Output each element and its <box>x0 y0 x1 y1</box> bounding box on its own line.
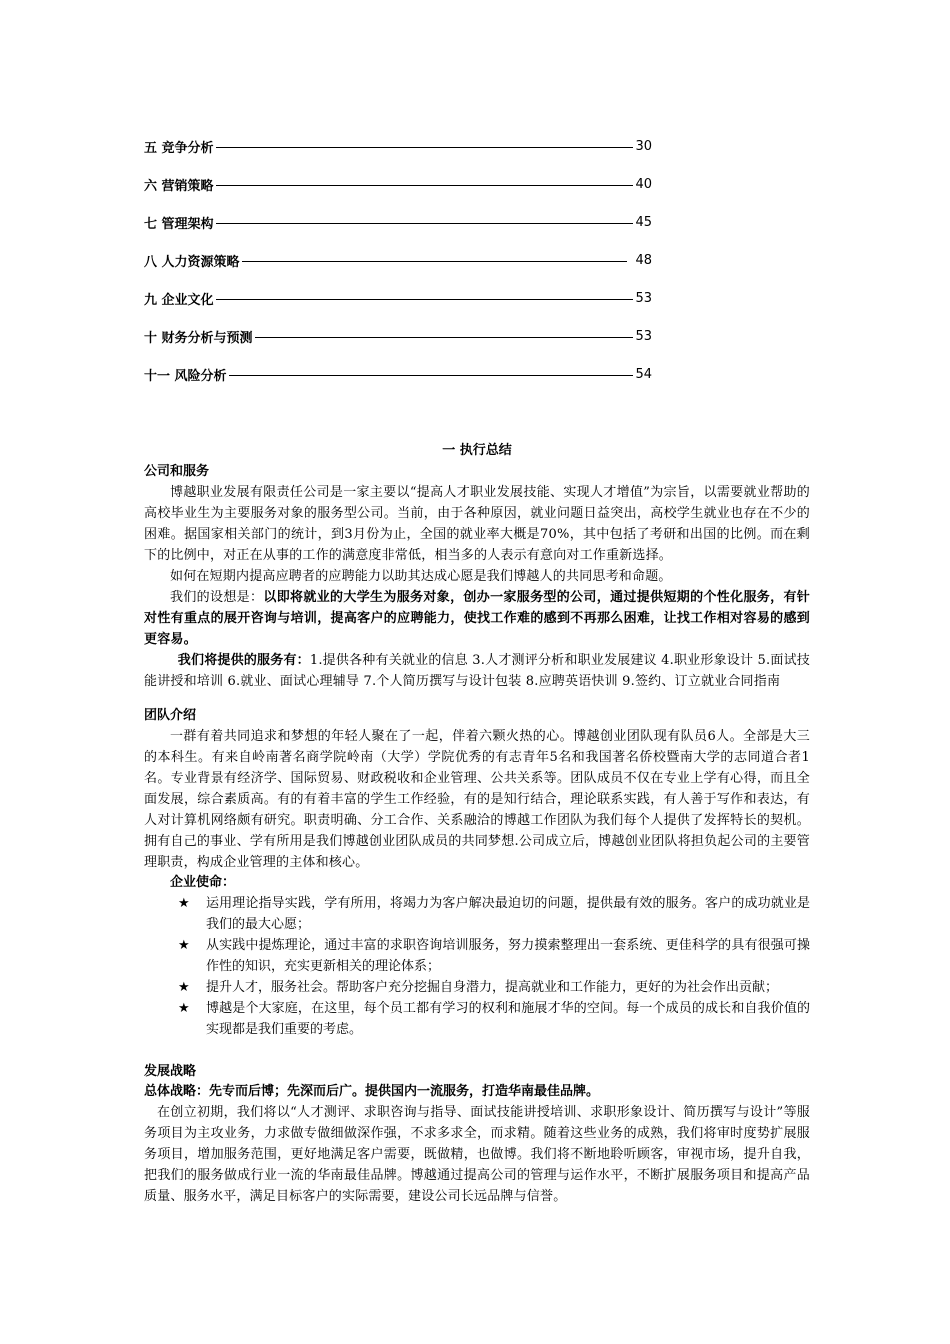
chapter-title: 一 执行总结 <box>442 443 512 458</box>
strategy-paragraph: 在创立初期，我们将以“人才测评、求职咨询与指导、面试技能讲授培训、求职形象设计、简历撰写与设计”等服务项目为主攻业务，力求做专做细做深作强，不求多求全，而求精。随着这些业务的成熟，我们将审时度势扩展服务项目，增加服务范围，更好地满足客户需要，既做精，也做博。我们将不断地聆听顾客，审视市场，提升自我，把我们的服务做成行业一流的华南最佳品牌。博越通过提高公司的管理与运作水平，不断扩展服务项目和提高产品质量、服务水平，满足目标客户的实际需要，建设公司长远品牌与信誉。 <box>144 1105 810 1204</box>
toc-entry-page: 45 <box>635 214 652 230</box>
toc-entry-page: 30 <box>635 138 652 154</box>
toc-leader <box>216 185 634 186</box>
toc-entry-label: 六 营销策略 <box>144 178 214 194</box>
toc-entry[interactable] <box>144 136 652 156</box>
main-content <box>144 440 810 1207</box>
toc-leader <box>255 337 634 338</box>
mission-item <box>144 893 810 935</box>
section-heading-team: 团队介绍 <box>144 708 197 723</box>
mission-item <box>144 935 810 977</box>
toc-entry-label: 五 竞争分析 <box>144 140 214 156</box>
toc-entry-page: 53 <box>635 290 652 306</box>
toc-leader <box>229 375 634 376</box>
mission-text: 从实践中提炼理论，通过丰富的求职咨询培训服务，努力摸索整理出一套系统、更佳科学的具有很强可操作性的知识，充实更新相关的理论体系； <box>206 938 810 974</box>
toc-entry-page: 54 <box>635 366 652 382</box>
question-paragraph: 如何在短期内提高应聘者的应聘能力以助其达成心愿是我们博越人的共同思考和命题。 <box>170 569 672 584</box>
toc-entry-page: 40 <box>635 176 652 192</box>
toc-entry-label: 十 财务分析与预测 <box>144 330 253 346</box>
team-paragraph: 一群有着共同追求和梦想的年轻人聚在了一起，伴着六颗火热的心。博越创业团队现有队员6人。全部是大三的本科生。有来自岭南著名商学院岭南（大学）学院优秀的有志青年5名和我国著名侨校暨南大学的志同道合者1名。专业背景有经济学、国际贸易、财政税收和企业管理、公共关系等。团队成员不仅在专业上学有心得，而且全面发展，综合素质高。有的有着丰富的学生工作经验，有的是知行结合，理论联系实践，有人善于写作和表达，有人对计算机网络颇有研究。职责明确、分工合作、关系融洽的博越工作团队为我们每个人提供了发挥特长的契机。拥有自己的事业、学有所用是我们博越创业团队成员的共同梦想.公司成立后，博越创业团队将担负起公司的主要管理职责，构成企业管理的主体和核心。 <box>144 729 810 870</box>
mission-list <box>144 893 810 1040</box>
toc-entry-label: 十一 风险分析 <box>144 368 227 384</box>
toc-entry[interactable] <box>144 250 652 270</box>
toc-entry[interactable] <box>144 326 652 346</box>
star-icon: ★ <box>178 980 190 995</box>
toc-entry-page: 53 <box>635 328 652 344</box>
services-paragraph <box>144 650 810 692</box>
toc-entry-page: 48 <box>635 252 652 268</box>
services-lead: 我们将提供的服务有： <box>177 653 310 668</box>
toc-leader <box>242 261 628 262</box>
mission-item <box>144 977 810 998</box>
toc-entry[interactable] <box>144 174 652 194</box>
section-heading-company: 公司和服务 <box>144 464 210 479</box>
toc-entry-label: 八 人力资源策略 <box>144 254 240 270</box>
spacer <box>144 1040 810 1062</box>
vision-bold-text: 以即将就业的大学生为服务对象，创办一家服务型的公司，通过提供短期的个性化服务，有针对性有重点的展开咨询与培训，提高客户的应聘能力，使找工作难的感到不再那么困难，让找工作相对容易的感到更容易。 <box>144 590 810 647</box>
mission-text: 运用理论指导实践，学有所用，将竭力为客户解决最迫切的问题，提供最有效的服务。客户的成功就业是我们的最大心愿； <box>206 896 810 932</box>
overall-strategy: 总体战略：先专而后博；先深而后广。提供国内一流服务，打造华南最佳品牌。 <box>144 1084 600 1099</box>
vision-lead: 我们的设想是： <box>170 590 264 605</box>
mission-heading: 企业使命： <box>170 875 236 890</box>
toc-leader <box>216 299 634 300</box>
mission-text: 博越是个大家庭，在这里，每个员工都有学习的权利和施展才华的空间。每一个成员的成长和自我价值的实现都是我们重要的考虑。 <box>206 1001 810 1037</box>
toc-entry[interactable] <box>144 364 652 384</box>
mission-text: 提升人才，服务社会。帮助客户充分挖掘自身潜力，提高就业和工作能力，更好的为社会作出贡献； <box>206 980 779 995</box>
star-icon: ★ <box>178 938 190 953</box>
star-icon: ★ <box>178 1001 190 1016</box>
services-list-text: 1.提供各种有关就业的信息 3.人才测评分析和职业发展建议 4.职业形象设计 5.面试技能讲授和培训 6.就业、面试心理辅导 7.个人简历撰写与设计包装 8.应聘英语快训 9.签约、订立就业合同指南 <box>144 653 810 689</box>
mission-item <box>144 998 810 1040</box>
toc-leader <box>216 147 634 148</box>
toc-entry[interactable] <box>144 288 652 308</box>
section-heading-strategy: 发展战略 <box>144 1064 197 1079</box>
vision-paragraph <box>144 587 810 650</box>
star-icon: ★ <box>178 896 190 911</box>
company-intro-paragraph: 博越职业发展有限责任公司是一家主要以“提高人才职业发展技能、实现人才增值”为宗旨，以需要就业帮助的高校毕业生为主要服务对象的服务型公司。当前，由于各种原因，就业问题日益突出，高校学生就业也存在不少的困难。据国家相关部门的统计，到3月份为止，全国的就业率大概是70%，其中包括了考研和出国的比例。而在剩下的比例中，对正在从事的工作的满意度非常低，相当多的人表示有意向对工作重新选择。 <box>144 485 810 563</box>
spacer <box>144 692 810 706</box>
toc-entry-label: 九 企业文化 <box>144 292 214 308</box>
toc-entry[interactable] <box>144 212 652 232</box>
toc-entry-label: 七 管理架构 <box>144 216 214 232</box>
toc-leader <box>216 223 634 224</box>
